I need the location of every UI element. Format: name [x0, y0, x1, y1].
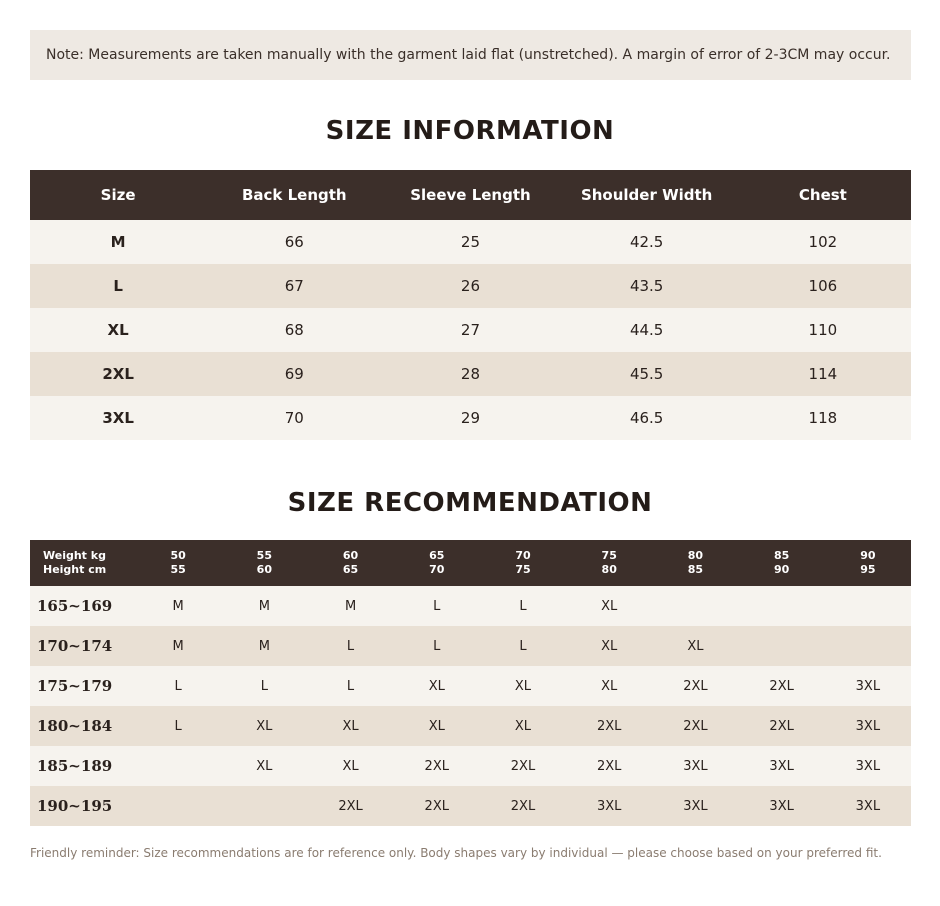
shoulder-width-cell: 42.5: [559, 220, 735, 264]
size-cell: L: [30, 264, 206, 308]
header-shoulder-width: Shoulder Width: [559, 170, 735, 220]
weight-from: 80: [687, 549, 704, 562]
recommended-size-cell: [135, 786, 221, 826]
shoulder-width-cell: 46.5: [559, 396, 735, 440]
weight-to: 90: [773, 563, 790, 576]
height-range-cell: 165~169: [30, 586, 135, 626]
chest-cell: 102: [735, 220, 911, 264]
recommended-size-cell: M: [135, 626, 221, 666]
weight-column-header: [825, 540, 911, 586]
weight-from: 55: [256, 549, 272, 562]
weight-to: 70: [429, 563, 445, 576]
size-information-title: SIZE INFORMATION: [325, 116, 615, 146]
recommended-size-cell: XL: [566, 586, 652, 626]
shoulder-width-cell: 45.5: [559, 352, 735, 396]
recommended-size-cell: M: [221, 586, 307, 626]
size-recommendation-title: SIZE RECOMMENDATION: [287, 488, 653, 518]
recommended-size-cell: 3XL: [825, 786, 911, 826]
recommended-size-cell: [135, 746, 221, 786]
sleeve-length-cell: 29: [382, 396, 558, 440]
table-row: [30, 396, 911, 440]
recommended-size-cell: 2XL: [480, 746, 566, 786]
table-row: [30, 786, 911, 826]
recommended-size-cell: XL: [221, 746, 307, 786]
weight-label: Weight kg: [43, 549, 106, 562]
recommended-size-cell: 3XL: [825, 746, 911, 786]
header-size: Size: [30, 170, 206, 220]
weight-column-header: [652, 540, 738, 586]
header-back-length: Back Length: [206, 170, 382, 220]
recommended-size-cell: XL: [221, 706, 307, 746]
sleeve-length-cell: 26: [382, 264, 558, 308]
recommended-size-cell: M: [221, 626, 307, 666]
header-sleeve-length: Sleeve Length: [382, 170, 558, 220]
height-range-cell: 185~189: [30, 746, 135, 786]
height-label: Height cm: [43, 563, 107, 576]
recommended-size-cell: 3XL: [739, 746, 825, 786]
weight-column-header: [135, 540, 221, 586]
shoulder-width-cell: 43.5: [559, 264, 735, 308]
height-range-cell: 180~184: [30, 706, 135, 746]
height-range-cell: 175~179: [30, 666, 135, 706]
weight-column-header: [566, 540, 652, 586]
recommended-size-cell: 2XL: [480, 786, 566, 826]
weight-column-header: [307, 540, 393, 586]
recommended-size-cell: 3XL: [566, 786, 652, 826]
table-row: [30, 746, 911, 786]
recommended-size-cell: XL: [307, 746, 393, 786]
recommended-size-cell: L: [394, 626, 480, 666]
weight-column-header: [480, 540, 566, 586]
recommended-size-cell: 2XL: [652, 666, 738, 706]
recommended-size-cell: L: [135, 666, 221, 706]
recommended-size-cell: [221, 786, 307, 826]
recommended-size-cell: 3XL: [825, 666, 911, 706]
weight-from: 70: [515, 549, 531, 562]
recommended-size-cell: M: [135, 586, 221, 626]
weight-to: 55: [170, 563, 186, 576]
back-length-cell: 67: [206, 264, 382, 308]
recommended-size-cell: XL: [394, 706, 480, 746]
size-cell: 3XL: [30, 396, 206, 440]
chest-cell: 114: [735, 352, 911, 396]
recommended-size-cell: [739, 586, 825, 626]
table-row: [30, 666, 911, 706]
recommended-size-cell: XL: [394, 666, 480, 706]
friendly-reminder: Friendly reminder: Size recommendations are for reference only. Body shapes vary by individual — please choose based on your preferred fit.: [30, 846, 882, 860]
recommended-size-cell: 2XL: [739, 706, 825, 746]
weight-from: 65: [429, 549, 445, 562]
height-range-cell: 170~174: [30, 626, 135, 666]
recommended-size-cell: 2XL: [394, 746, 480, 786]
recommended-size-cell: 2XL: [739, 666, 825, 706]
recommended-size-cell: L: [480, 586, 566, 626]
weight-to: 65: [342, 563, 359, 576]
weight-from: 90: [860, 549, 876, 562]
recommended-size-cell: [652, 586, 738, 626]
recommended-size-cell: XL: [566, 666, 652, 706]
back-length-cell: 70: [206, 396, 382, 440]
weight-column-header: [739, 540, 825, 586]
weight-to: 85: [687, 563, 704, 576]
size-recommendation-table: [30, 540, 911, 826]
table-row: [30, 626, 911, 666]
weight-from: 50: [170, 549, 186, 562]
height-range-cell: 190~195: [30, 786, 135, 826]
chest-cell: 106: [735, 264, 911, 308]
recommended-size-cell: XL: [307, 706, 393, 746]
recommended-size-cell: 2XL: [566, 746, 652, 786]
measurement-note: Note: Measurements are taken manually with the garment laid flat (unstretched). A margin of error of 2-3CM may occur.: [30, 30, 911, 80]
size-cell: XL: [30, 308, 206, 352]
recommended-size-cell: L: [307, 626, 393, 666]
recommended-size-cell: L: [394, 586, 480, 626]
size-information-header-row: [30, 170, 911, 220]
recommended-size-cell: 3XL: [825, 706, 911, 746]
table-row: [30, 220, 911, 264]
recommended-size-cell: [739, 626, 825, 666]
weight-column-header: [394, 540, 480, 586]
recommended-size-cell: [825, 626, 911, 666]
recommended-size-cell: 3XL: [652, 786, 738, 826]
back-length-cell: 68: [206, 308, 382, 352]
table-row: [30, 308, 911, 352]
size-information-table: [30, 170, 911, 440]
sleeve-length-cell: 27: [382, 308, 558, 352]
recommended-size-cell: 2XL: [394, 786, 480, 826]
recommended-size-cell: L: [135, 706, 221, 746]
recommended-size-cell: 3XL: [739, 786, 825, 826]
back-length-cell: 69: [206, 352, 382, 396]
recommended-size-cell: XL: [480, 666, 566, 706]
recommended-size-cell: L: [221, 666, 307, 706]
recommended-size-cell: 2XL: [566, 706, 652, 746]
recommended-size-cell: M: [307, 586, 393, 626]
recommended-size-cell: L: [307, 666, 393, 706]
size-recommendation-header-row: [30, 540, 911, 586]
recommended-size-cell: [825, 586, 911, 626]
recommended-size-cell: 3XL: [652, 746, 738, 786]
size-cell: M: [30, 220, 206, 264]
chest-cell: 118: [735, 396, 911, 440]
table-row: [30, 706, 911, 746]
weight-from: 85: [773, 549, 790, 562]
weight-from: 60: [342, 549, 359, 562]
weight-from: 75: [601, 549, 617, 562]
recommended-size-cell: XL: [566, 626, 652, 666]
weight-to: 60: [256, 563, 272, 576]
sleeve-length-cell: 25: [382, 220, 558, 264]
recommended-size-cell: L: [480, 626, 566, 666]
table-row: [30, 264, 911, 308]
chest-cell: 110: [735, 308, 911, 352]
weight-column-header: [221, 540, 307, 586]
weight-to: 95: [860, 563, 876, 576]
back-length-cell: 66: [206, 220, 382, 264]
table-row: [30, 352, 911, 396]
table-row: [30, 586, 911, 626]
recommended-size-cell: 2XL: [652, 706, 738, 746]
recommended-size-cell: 2XL: [307, 786, 393, 826]
recommended-size-cell: XL: [480, 706, 566, 746]
sleeve-length-cell: 28: [382, 352, 558, 396]
weight-to: 80: [601, 563, 617, 576]
recommended-size-cell: XL: [652, 626, 738, 666]
header-chest: Chest: [735, 170, 911, 220]
shoulder-width-cell: 44.5: [559, 308, 735, 352]
weight-to: 75: [515, 563, 531, 576]
size-cell: 2XL: [30, 352, 206, 396]
header-weight-height: [30, 540, 135, 586]
